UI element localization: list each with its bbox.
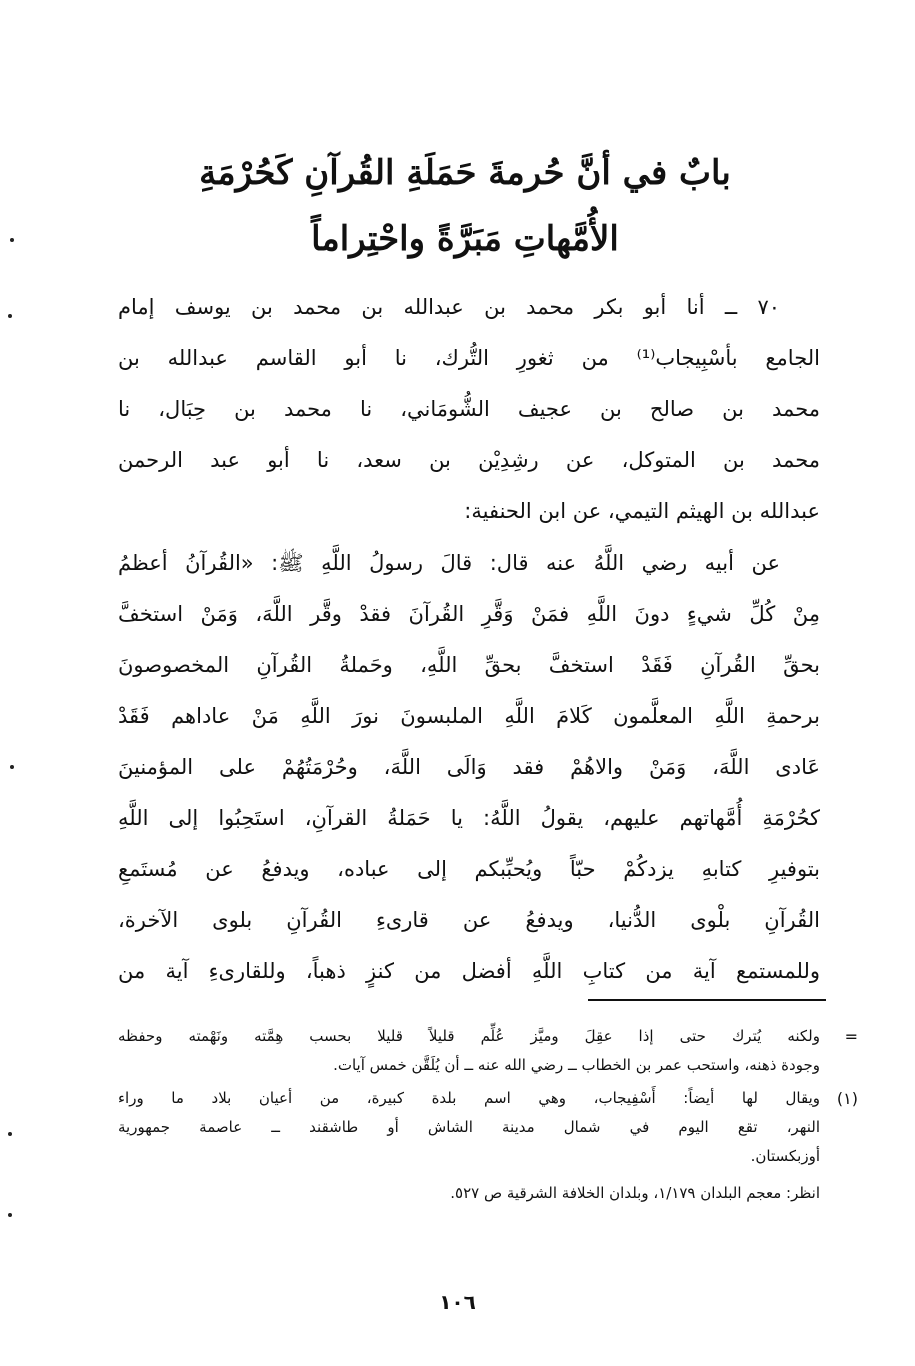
isnad-line-1: ٧٠ ــ أنا أبو بكر محمد بن عبدالله بن محمد بن يوسف إمام bbox=[118, 295, 780, 319]
text-line-2: مِنْ كُلِّ شيءٍ دونَ اللَّهِ فمَنْ وَقَّرِ القُرآنَ فقدْ وقَّر اللَّهَ، وَمَنْ استخفَّ bbox=[118, 602, 820, 626]
footnote-continuation-line-1: ولكنه يُترك حتى إذا عقِلَ وميَّز عُلِّم قليلاً قليلا بحسب هِمَّته ونَهْمته وحفظه bbox=[118, 1027, 820, 1045]
hadith-isnad-paragraph bbox=[118, 282, 820, 537]
footnote-separator-rule bbox=[588, 999, 826, 1001]
chapter-title bbox=[120, 140, 810, 272]
margin-speck bbox=[8, 1213, 12, 1217]
isnad-line-2: الجامع بأسْبِيجاب⁽¹⁾ من ثغورِ التُّرك، نا أبو القاسم عبدالله بن bbox=[118, 346, 820, 370]
footnote-continuation-line-2: وجودة ذهنه، واستحب عمر بن الخطاب ــ رضي الله عنه ــ أن يُلَقَّن خمس آيات. bbox=[333, 1056, 820, 1074]
footnote-1-marker: (١) bbox=[836, 1089, 858, 1108]
isnad-line-3: محمد بن صالح بن عجيف الشُّومَاني، نا محمد بن حِبَال، نا bbox=[118, 397, 820, 421]
footnotes bbox=[118, 1022, 858, 1208]
footnote-1 bbox=[118, 1084, 858, 1208]
footnote-1-source: انظر: معجم البلدان ١/١٧٩، وبلدان الخلافة الشرقية ص ٥٢٧. bbox=[450, 1184, 820, 1202]
text-line-3: بحقِّ القُرآنِ فَقَدْ استخفَّ بحقِّ اللَّهِ، وحَملةُ القُرآنِ المخصوصونَ bbox=[118, 653, 820, 677]
text-line-7: بتوفيرِ كتابهِ يزدكُمْ حبّاً ويُحبِّبكم إلى عباده، ويدفعُ عن مُستَمعِ bbox=[118, 857, 820, 881]
footnote-1-line-1: ويقال لها أيضاً: أَسْفِيجاب، وهي اسم بلدة كبيرة، من أعيان بلاد ما وراء bbox=[118, 1089, 820, 1107]
margin-speck bbox=[10, 765, 14, 769]
footnote-1-line-2: النهر، تقع اليوم في شمال مدينة الشاش أو طاشقند ــ عاصمة جمهورية bbox=[118, 1118, 820, 1136]
text-line-4: برحمةِ اللَّهِ المعلَّمون كَلامَ اللَّهِ الملبسونَ نورَ اللَّهِ مَنْ عاداهم فَقَدْ bbox=[118, 704, 820, 728]
text-line-1: عن أبيه رضي اللَّهُ عنه قال: قالَ رسولُ اللَّهِ ﷺ: «القُرآنُ أعظمُ bbox=[118, 551, 780, 575]
chapter-title-line-2: الأُمَّهاتِ مَبَرَّةً واحْتِراماً bbox=[311, 219, 619, 259]
margin-speck bbox=[10, 238, 14, 242]
isnad-line-5: عبدالله بن الهيثم التيمي، عن ابن الحنفية: bbox=[464, 499, 820, 523]
hadith-text-paragraph bbox=[118, 538, 820, 997]
text-line-5: عَادى اللَّهَ، وَمَنْ والاهُمْ فقد وَالَى اللَّهَ، وحُرْمَتُهُمْ على المؤمنينَ bbox=[118, 755, 820, 779]
margin-speck bbox=[8, 1132, 12, 1136]
chapter-title-line-1: بابٌ في أنَّ حُرمةَ حَمَلَةِ القُرآنِ كَحُرْمَةِ bbox=[199, 153, 731, 193]
footnote-continuation-marker: = bbox=[844, 1027, 858, 1046]
isnad-line-4: محمد بن المتوكل، عن رشِدِيْن بن سعد، نا أبو عبد الرحمن bbox=[118, 448, 820, 472]
footnote-continuation bbox=[118, 1022, 858, 1080]
text-line-6: كحُرْمَةِ أُمَّهاتهم عليهم، يقولُ اللَّهُ: يا حَمَلةُ القرآنِ، استَحِبُوا إلى اللَّهِ bbox=[118, 806, 820, 830]
margin-speck bbox=[8, 314, 12, 318]
footnote-1-line-3: أوزبكستان. bbox=[750, 1147, 820, 1165]
page-number: ١٠٦ bbox=[439, 1290, 476, 1314]
text-line-9: وللمستمع آية من كتابِ اللَّهِ أفضل من كنزٍ ذهباً، وللقارىءِ آية من bbox=[118, 959, 820, 983]
text-line-8: القُرآنِ بلْوى الدُّنيا، ويدفعُ عن قارىءِ القُرآنِ بلوى الآخرة، bbox=[118, 908, 820, 932]
